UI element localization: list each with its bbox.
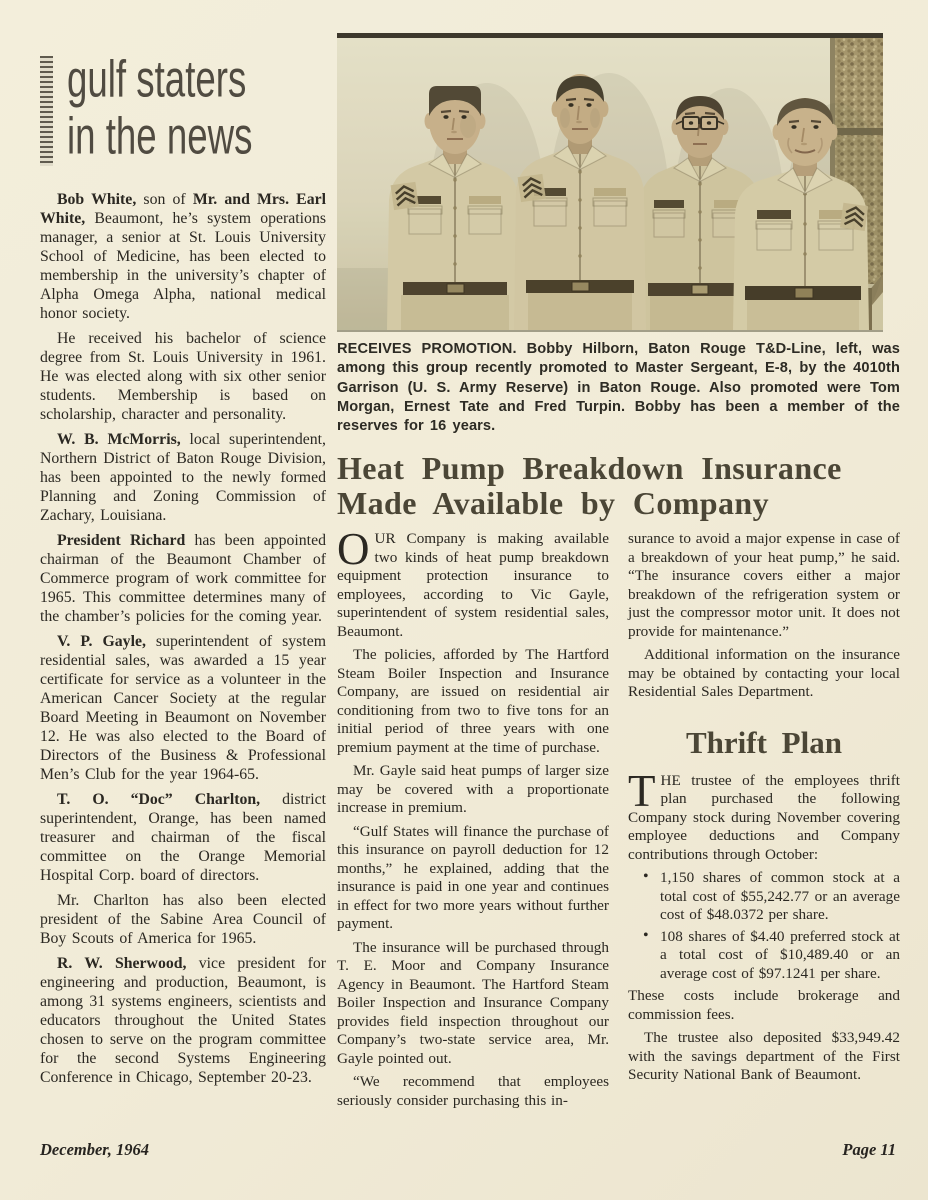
people-paragraph: He received his bachelor of science degree from St. Louis University in 1961. He was elected along with six other senior students. Membership is based on scholarship, character and personality. bbox=[40, 330, 326, 423]
thrift-plan-section bbox=[628, 726, 900, 1085]
thrift-bullet-item: • 108 shares of $4.40 preferred stock at a total cost of $10,489.40 or an average cost of $97.1241 per share. bbox=[660, 928, 900, 984]
people-paragraph: Mr. Charlton has also been elected president of the Sabine Area Council of Boy Scouts of America for 1965. bbox=[40, 892, 326, 947]
masthead bbox=[40, 50, 326, 176]
people-paragraph: W. B. McMorris, local superintendent, Northern District of Baton Rouge Division, has been appointed to the newly formed Planning and Zoning Commission of Zachary, Louisiana. bbox=[40, 431, 326, 524]
headline-line2: Made Available by Company bbox=[337, 485, 769, 522]
insurance-article-col2 bbox=[628, 530, 900, 1115]
footer-page-number: Page 11 bbox=[842, 1140, 896, 1159]
article-paragraph: The policies, afforded by The Hartford Steam Boiler Inspection and Insurance Company, are issued on residential air conditioning from two to five tons for an initial period of three years with one premium payment at the time of purchase. bbox=[337, 646, 609, 756]
thrift-paragraph: The trustee also deposited $33,949.42 with the savings department of the First Security National Bank of Beaumont. bbox=[628, 1029, 900, 1084]
masthead-stripes-icon bbox=[40, 56, 53, 166]
right-region bbox=[337, 33, 900, 1115]
footer-issue-date: December, 1964 bbox=[40, 1140, 150, 1159]
dropcap-t: T bbox=[628, 765, 656, 816]
left-column bbox=[40, 50, 326, 1093]
promotion-photo bbox=[337, 33, 883, 332]
people-paragraph: T. O. “Doc” Charlton, district superintendent, Orange, has been named treasurer and chairman of the fiscal committee on the Orange Memorial Hospital Corp. board of directors. bbox=[40, 791, 326, 884]
article-intro-paragraph bbox=[337, 524, 609, 641]
insurance-article-body bbox=[337, 524, 900, 1115]
article-intro-rest: UR Company is making available two kinds of heat pump breakdown equipment protection insurance to employees, according to Vic Gayle, superintendent of system residential sales, Beaumont. bbox=[337, 530, 609, 640]
dropcap-o: O bbox=[337, 524, 370, 575]
sepia-overlay bbox=[337, 38, 883, 330]
photo-caption-lead: RECEIVES PROMOTION. bbox=[337, 341, 517, 357]
thrift-bullet-list bbox=[628, 869, 900, 983]
article-paragraph: surance to avoid a major expense in case of a breakdown of your heat pump,” he said. “The insurance covers either a major breakdown of the refrigeration system or just the compressor motor unit. It does not provide for maintenance.” bbox=[628, 530, 900, 640]
people-paragraph: President Richard has been appointed chairman of the Beaumont Chamber of Commerce program of work committee for 1965. This committee determines many of the chamber’s policies for the coming year. bbox=[40, 532, 326, 625]
insurance-article-headline bbox=[337, 451, 900, 521]
insurance-article-col1 bbox=[337, 524, 609, 1115]
thrift-intro-rest: HE trustee of the employees thrift plan purchased the following Company stock during November covering employee deductions and Company contributions through October: bbox=[628, 771, 900, 863]
thrift-paragraph: These costs include brokerage and commission fees. bbox=[628, 987, 900, 1023]
people-news-column bbox=[40, 190, 326, 1087]
article-paragraph: Mr. Gayle said heat pumps of larger size may be covered with a proportionate increase in premium. bbox=[337, 762, 609, 817]
masthead-title-line1: gulf staters bbox=[67, 49, 247, 108]
photo-caption bbox=[337, 340, 900, 436]
people-paragraph: R. W. Sherwood, vice president for engineering and production, Beaumont, is among 31 systems engineers, scientists and educators throughout the United States chosen to serve on the program committee for the second Systems Engineering Conference in Chicago, September 20-23. bbox=[40, 955, 326, 1086]
promotion-photo-illustration bbox=[337, 38, 883, 330]
masthead-title-line2: in the news bbox=[67, 106, 253, 165]
people-paragraph: V. P. Gayle, superintendent of system residential sales, was awarded a 15 year certificate for service as a volunteer in the American Cancer Society at the regular Board Meeting in Beaumont on November 12. He was also elected to the Board of Directors of the Business & Professional Men’s Club for the year 1964-65. bbox=[40, 633, 326, 783]
article-paragraph: The insurance will be purchased through T. E. Moor and Company Insurance Agency in Beaumont. The Hartford Steam Boiler Inspection and Insurance Company provides field inspection throughout our Company’s two-state service area, Mr. Gayle pointed out. bbox=[337, 938, 609, 1067]
photo-caption-rest: Bobby Hilborn, Baton Rouge T&D-Line, left, was among this group recently promoted to Master Sergeant, E-8, by the 4010th Garrison (U. S. Army Reserve) in Baton Rouge. Also promoted were Tom Morgan, Ernest Tate and Fred Turpin. Bobby has been a member of the reserves for 16 years. bbox=[337, 341, 900, 435]
headline-line1: Heat Pump Breakdown Insurance bbox=[337, 450, 842, 487]
article-paragraph: “Gulf States will finance the purchase of this insurance on payroll deduction for 12 months,” he explained, adding that the insurance is paid in one year and continues in effect for two more years without further payment. bbox=[337, 822, 609, 933]
thrift-plan-title: Thrift Plan bbox=[686, 724, 842, 760]
article-paragraph: Additional information on the insurance may be obtained by contacting your local Residential Sales Department. bbox=[628, 646, 900, 701]
thrift-intro-paragraph bbox=[628, 765, 900, 865]
article-paragraph: “We recommend that employees seriously consider purchasing this in- bbox=[337, 1073, 609, 1109]
people-paragraph: Bob White, son of Mr. and Mrs. Earl White, Beaumont, he’s system operations manager, a senior at St. Louis University School of Medicine, has been elected to membership in the university’s chapter of Alpha Omega Alpha, national medical honor society. bbox=[40, 191, 327, 322]
thrift-bullet-item: • 1,150 shares of common stock at a total cost of $55,242.77 or an average cost of $48.0372 per share. bbox=[660, 869, 900, 925]
